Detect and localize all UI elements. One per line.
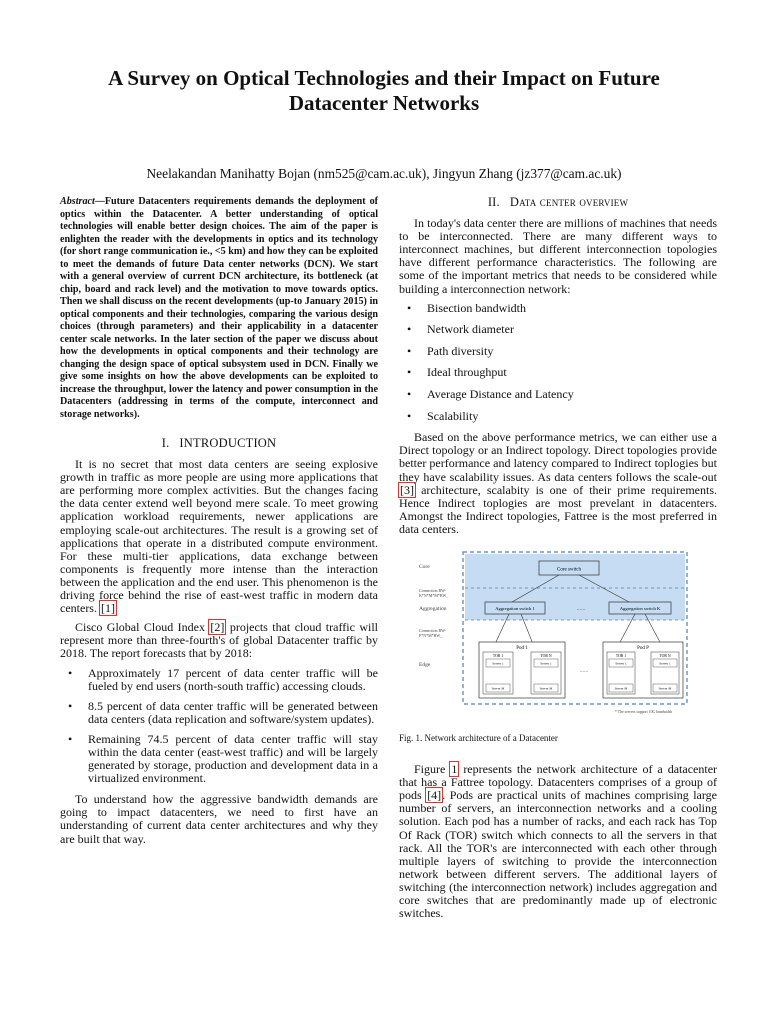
overview-p3-text-c: . Pods are practical units of machines comprising large number of servers, an interconnection networks and a cooling solution. Each pod has a number of racks, and each rack has Top Of Rack (TOR) switch which connects to all the servers in that rack. All the TOR's are interconnected with each other through multiple layers of switching to provide the interconnection network between different servers. The additional layers of switching (the interconnection network) includes aggregation and core switches that are predominantly made up of electronic switches. bbox=[399, 788, 717, 921]
citation-link[interactable]: [1] bbox=[100, 601, 115, 616]
section-number: I. bbox=[161, 436, 170, 450]
overview-p3-text-a: Figure bbox=[414, 762, 446, 777]
server-label: Server M bbox=[539, 686, 553, 691]
network-architecture-figure bbox=[409, 550, 709, 718]
server-label: Server M bbox=[614, 686, 628, 691]
intro-p1-text: It is no secret that most data centers are seeing explosive growth in traffic as more people are using more applications that are performing more complex activities. But the changes facing the data center extend well beyond mere scale. To meet growing application workload requirements, newer applications are employing scale-out architectures. The result is a growing set of applications that operate in a distributed compute environment. For these multi-tier applications, data exchange between components is frequently more intense than the interaction between the application and the end user. This phenomenon is the driving force behind the rise of east-west traffic in modern data centers. bbox=[60, 457, 378, 616]
overview-paragraph-3 bbox=[399, 763, 717, 920]
connection-bw-formula: K*N*M*M*BW_ bbox=[419, 592, 449, 598]
tor-label: TOR N bbox=[540, 653, 552, 658]
list-item: • Network diameter bbox=[399, 323, 717, 336]
left-column bbox=[60, 196, 378, 852]
server-label: Server 1 bbox=[615, 661, 627, 666]
list-item: • Scalability bbox=[399, 410, 717, 423]
list-item: • 8.5 percent of data center traffic will be generated between data centers (data replication and software/system updates). bbox=[60, 700, 378, 726]
core-label: Core bbox=[419, 563, 430, 570]
section-title: INTRODUCTION bbox=[179, 436, 277, 450]
paper-authors: Neelakandan Manihatty Bojan (nm525@cam.ac.uk), Jingyun Zhang (jz377@cam.ac.uk) bbox=[146, 166, 622, 181]
core-switch-label: Core switch bbox=[556, 567, 582, 573]
connection-bw-formula: P*N*M*BW_ bbox=[419, 632, 443, 638]
abstract-text: —Future Datacenters requirements demands the deployment of optics within the Datacenter. A better understanding of optical technologies will enable better design choices. The aim of the paper is enlighten the reader with the developments in optics and its technology (for short range communication ie., <5 km) and how they can be exploited to meet the demands of future Data center networks (DCN). We start with a general overview of current DCN architecture, its bottleneck (at chip, board and rack level) and the motivation to move towards optics. Then we shall discuss on the recent developments (up-to January 2015) in optical components and their technologies, comparing the various design choices (through parameters) and their applicability in a datacenter center scale networks. In the later section of the paper we discuss about how the developments in optical components and their technology are changing the design space of optical subsystem used in DCN. Finally we give some insights on how the above developments can be exploited to increase the throughput, lower the latency and power consumption in the Datacenters (addressing in terms of the compute, interconnect and storage networks). bbox=[60, 196, 378, 420]
citation-link[interactable]: [3] bbox=[400, 482, 414, 497]
section-heading-overview bbox=[399, 196, 717, 209]
overview-paragraph-1: In today's data center there are millions of machines that needs to be interconnected. There are many different ways to interconnect machines, but different interconnection topologies have different performance characteristics. The following are some of the important metrics that needs to be considered while building a interconnection network: bbox=[399, 216, 717, 296]
overview-p2-text-a: Based on the above performance metrics, we can either use a Direct topology or an Indirect topology. Direct topologies provide better performance and latency compared to Indirect toplogies but they have scalability issues. As data centers follows the scale-out bbox=[399, 430, 717, 484]
list-item: • Bisection bandwidth bbox=[399, 302, 717, 315]
ellipsis: ...... bbox=[576, 605, 586, 612]
tor-label: TOR 1 bbox=[615, 653, 627, 658]
connection-bw-label: Connection BW- bbox=[419, 627, 446, 633]
citation-link[interactable]: [4] bbox=[427, 788, 442, 803]
server-label: Server 1 bbox=[659, 661, 671, 666]
tor-label: TOR N bbox=[659, 653, 671, 658]
intro-paragraph-1 bbox=[60, 458, 378, 615]
overview-p3-text-b: represents the network architecture of a datacenter that has a Fattree topology. Datacenters comprises of a group of pods bbox=[399, 762, 718, 803]
section-number: II. bbox=[487, 195, 500, 209]
server-label: Server M bbox=[491, 686, 505, 691]
aggregation-label: Aggregation bbox=[419, 605, 447, 612]
abstract bbox=[60, 196, 378, 421]
overview-paragraph-2 bbox=[399, 431, 717, 536]
ellipsis: ...... bbox=[579, 667, 589, 674]
connection-bw-label: Connection BW- bbox=[419, 587, 446, 593]
intro-p2-text-b: projects that cloud traffic will represent more than three-fourth's of global Datacenter traffic by 2018. The report forecasts that by 2018: bbox=[60, 620, 378, 661]
section-heading-introduction bbox=[60, 437, 378, 450]
aggregation-switch-k-label: Aggregation switch K bbox=[619, 605, 661, 611]
right-column bbox=[399, 196, 717, 926]
intro-paragraph-2 bbox=[60, 621, 378, 660]
server-label: Server 1 bbox=[540, 661, 552, 666]
citation-link[interactable]: [2] bbox=[210, 620, 225, 635]
list-item: • Remaining 74.5 percent of data center traffic will stay within the data center (east-west traffic) and will be largely generated by storage, production and development data in a virtualized environment. bbox=[60, 733, 378, 785]
intro-paragraph-3: To understand how the aggressive bandwidth demands are going to impact datacenters, we need to first have an understanding of current data center architectures and why they are built that way. bbox=[60, 792, 378, 846]
server-label: Server M bbox=[658, 686, 672, 691]
figure-reference-link[interactable]: 1 bbox=[451, 762, 458, 777]
metrics-list bbox=[399, 302, 717, 423]
figure-caption: Fig. 1. Network architecture of a Datacenter bbox=[399, 732, 558, 743]
edge-label: Edge bbox=[419, 661, 431, 668]
section-title: Data center overview bbox=[509, 195, 629, 209]
pod-p-label: Pod P bbox=[637, 645, 649, 651]
list-item: • Path diversity bbox=[399, 345, 717, 358]
overview-p2-text-b: architecture, scalabity is one of their prime requirements. Hence Indirect toplogies are most prevelant in datacenters. Amongst the Indirect topologies, Fattree is the most preferred in data centers. bbox=[399, 482, 718, 536]
network-diagram bbox=[409, 550, 709, 718]
paper-title: A Survey on Optical Technologies and their Impact on Future Datacenter Networks bbox=[108, 66, 660, 115]
tor-label: TOR 1 bbox=[492, 653, 504, 658]
pod-1-label: Pod 1 bbox=[516, 645, 528, 651]
intro-p2-text-a: Cisco Global Cloud Index bbox=[75, 620, 205, 635]
abstract-lead: Abstract bbox=[60, 196, 95, 207]
server-label: Server 1 bbox=[492, 661, 504, 666]
list-item: • Average Distance and Latency bbox=[399, 388, 717, 401]
list-item: • Ideal throughput bbox=[399, 366, 717, 379]
figure-footnote: * The servers support 10G bandwidth bbox=[615, 709, 673, 714]
list-item: • Approximately 17 percent of data center traffic will be fueled by end users (north-south traffic) accessing clouds. bbox=[60, 667, 378, 693]
aggregation-switch-1-label: Aggregation switch 1 bbox=[495, 605, 535, 611]
forecast-list bbox=[60, 667, 378, 786]
